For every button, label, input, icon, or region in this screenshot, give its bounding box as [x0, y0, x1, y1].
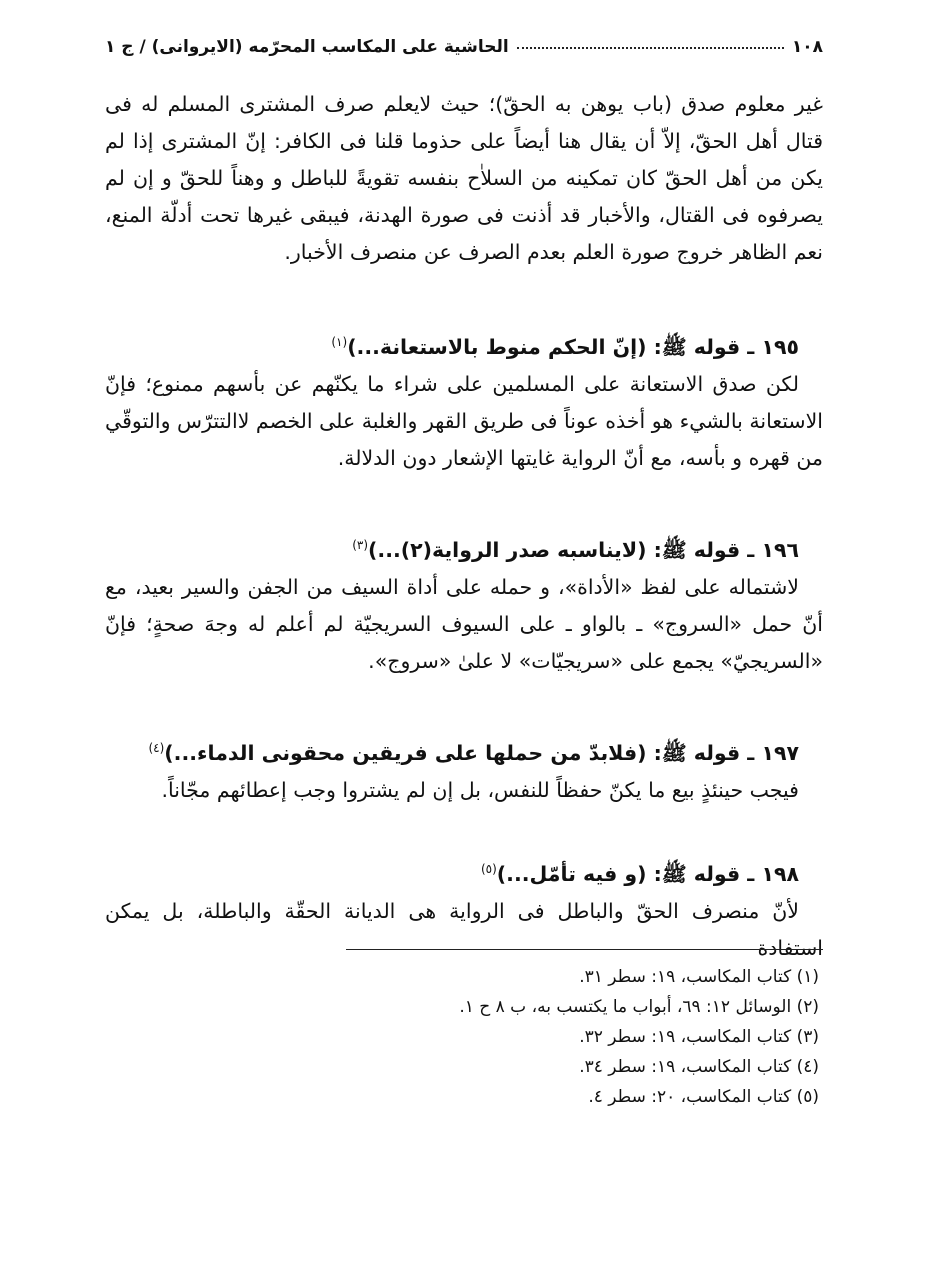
page-number: ١٠٨ [791, 37, 823, 57]
section-number: ١٩٦ [761, 537, 799, 562]
footnotes [105, 962, 823, 1112]
footnote-ref: (٤) [148, 741, 165, 755]
section-body: لاشتماله على لفظ «الأداة»، و حمله على أداة السيف من الجفن والسير بعيد، مع أنّ حمل «السروج» ـ بالواو ـ على السيوف السريجيّة لم أعلم له وجهَ صحةٍ؛ فإنّ «السريجيّ» يجمع على «سريجيّات» لا علىٰ «سروج». [105, 574, 823, 673]
section-195 [105, 324, 823, 477]
section-quote: (و فيه تأمّل...) [496, 861, 647, 886]
section-heading [105, 527, 823, 569]
section-quote: (فلابدّ من حملها على فريقين محقونى الدماء...) [164, 740, 647, 765]
footnote-item: (٣) كتاب المكاسب، ١٩: سطر ٣٢. [579, 1027, 819, 1047]
section-heading [105, 730, 823, 772]
footnote-item: (١) كتاب المكاسب، ١٩: سطر ٣١. [579, 967, 819, 987]
footnote-item: (٥) كتاب المكاسب، ٢٠: سطر ٤. [588, 1087, 819, 1107]
section-keyword: ـ قوله ﷺ: [653, 861, 755, 886]
section-heading [105, 324, 823, 366]
section-body: فيجب حينئذٍ بيع ما يكنّ حفظاً للنفس، بل إن لم يشتروا وجب إعطائهم مجّاناً. [161, 777, 799, 802]
intro-block [105, 86, 823, 271]
running-header [105, 34, 823, 60]
footnote-item: (٤) كتاب المكاسب، ١٩: سطر ٣٤. [579, 1057, 819, 1077]
footnote-separator [346, 949, 823, 950]
footnote-ref: (١) [331, 335, 348, 349]
section-number: ١٩٨ [761, 861, 799, 886]
section-body: لكن صدق الاستعانة على المسلمين على شراء ما يكنّهم عن بأسهم ممنوع؛ فإنّ الاستعانة بالشيء هو أخذه عوناً فى طريق القهر والغلبة على الخصم لاالتترّس والتوقّي من قهره و بأسه، مع أنّ الرواية غايتها الإشعار دون الدلالة. [105, 371, 823, 470]
section-196 [105, 527, 823, 680]
section-number: ١٩٥ [761, 334, 799, 359]
header-title: الحاشية على المكاسب المحرّمه (الايروانى) / ج ١ [105, 37, 509, 57]
intro-paragraph: غير معلوم صدق (باب يوهن به الحقّ)؛ حيث لايعلم صرف المشترى المسلم له فى قتال أهل الحقّ، إلاّ أن يقال هنا أيضاً على حذوما قلنا فى الكافر: إنّ المشترى إذا لم يكن من أهل الحقّ كان تمكينه من السلاٰح بنفسه تقويةً للباطل و وهناً للحقّ و إن لم يصرفوه فى القتال، والأخبار قد أذنت فى صورة الهدنة، فيبقى غيرها تحت أدلّة المنع، نعم الظاهر خروج صورة العلم بعدم الصرف عن منصرف الأخبار. [105, 92, 823, 264]
footnote-item: (٢) الوسائل ١٢: ٦٩، أبواب ما يكتسب به، ب ٨ ح ١. [459, 997, 819, 1017]
section-keyword: ـ قوله ﷺ: [653, 740, 755, 765]
section-heading [105, 851, 823, 893]
section-body: لأنّ منصرف الحقّ والباطل فى الرواية هى الديانة الحقّة والباطلة، بل يمكن استفادة [105, 898, 823, 960]
section-keyword: ـ قوله ﷺ: [653, 334, 755, 359]
section-quote: (إنّ الحكم منوط بالاستعانة...) [347, 334, 647, 359]
section-keyword: ـ قوله ﷺ: [653, 537, 755, 562]
section-quote: (لايناسبه صدر الرواية(٢)...) [368, 537, 647, 562]
footnote-ref: (٥) [480, 862, 497, 876]
section-197 [105, 730, 823, 809]
footnote-ref: (٣) [352, 538, 369, 552]
section-number: ١٩٧ [761, 740, 799, 765]
header-dot-leader [517, 45, 784, 49]
